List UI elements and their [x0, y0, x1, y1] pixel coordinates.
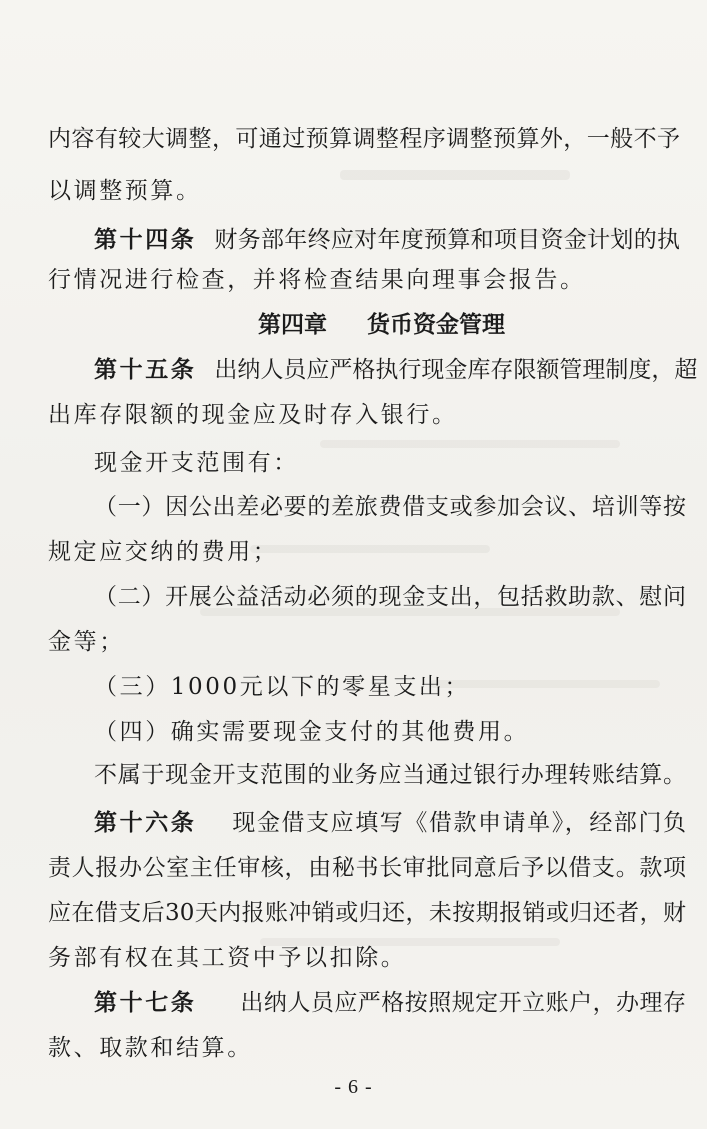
article-17-label: 第十七条 [94, 989, 197, 1016]
text-line-9: （一）因公出差必要的差旅费借支或参加会议、培训等按 [94, 494, 686, 520]
chapter-heading [258, 310, 505, 340]
text-line-15: 不属于现金开支范围的业务应当通过银行办理转账结算。 [94, 762, 686, 788]
text-line-2: 以调整预算。 [48, 178, 202, 204]
chapter-title: 货币资金管理 [367, 311, 505, 338]
article-16-label: 第十六条 [94, 809, 197, 836]
text-line-14: （四）确实需要现金支付的其他费用。 [94, 719, 530, 745]
article-14-line [94, 225, 680, 255]
text-line-17: 责人报办公室主任审核，由秘书长审批同意后予以借支。款项 [48, 855, 686, 881]
text-line-7: 出库存限额的现金应及时存入银行。 [48, 402, 458, 428]
article-15-line [94, 355, 698, 385]
article-17-text: 出纳人员应严格按照规定开立账户，办理存 [240, 990, 686, 1016]
text-line-19: 务部有权在其工资中予以扣除。 [48, 945, 407, 971]
text-line-4: 行情况进行检查，并将检查结果向理事会报告。 [48, 267, 586, 293]
text-line-10: 规定应交纳的费用； [48, 539, 279, 565]
text-line-21: 款、取款和结算。 [48, 1035, 253, 1061]
article-14-label: 第十四条 [94, 226, 197, 253]
article-17-line [94, 988, 686, 1018]
chapter-number: 第四章 [258, 311, 327, 338]
text-line-12: 金等； [48, 629, 125, 655]
article-15-label: 第十五条 [94, 356, 197, 383]
text-line-18: 应在借支后30天内报账冲销或归还，未按期报销或归还者，财 [48, 900, 686, 926]
text-line-13: （三）1000元以下的零星支出； [94, 674, 471, 700]
article-14-text: 财务部年终应对年度预算和项目资金计划的执 [214, 227, 680, 253]
article-15-text: 出纳人员应严格执行现金库存限额管理制度，超 [214, 357, 698, 383]
text-line-8: 现金开支范围有： [94, 450, 299, 476]
text-line-11: （二）开展公益活动必须的现金支出，包括救助款、慰问 [94, 584, 686, 610]
page-number: - 6 - [334, 1076, 373, 1098]
text-line-1: 内容有较大调整，可通过预算调整程序调整预算外，一般不予 [48, 126, 680, 152]
article-16-text: 现金借支应填写《借款申请单》，经部门负 [232, 810, 686, 836]
article-16-line [94, 808, 686, 838]
